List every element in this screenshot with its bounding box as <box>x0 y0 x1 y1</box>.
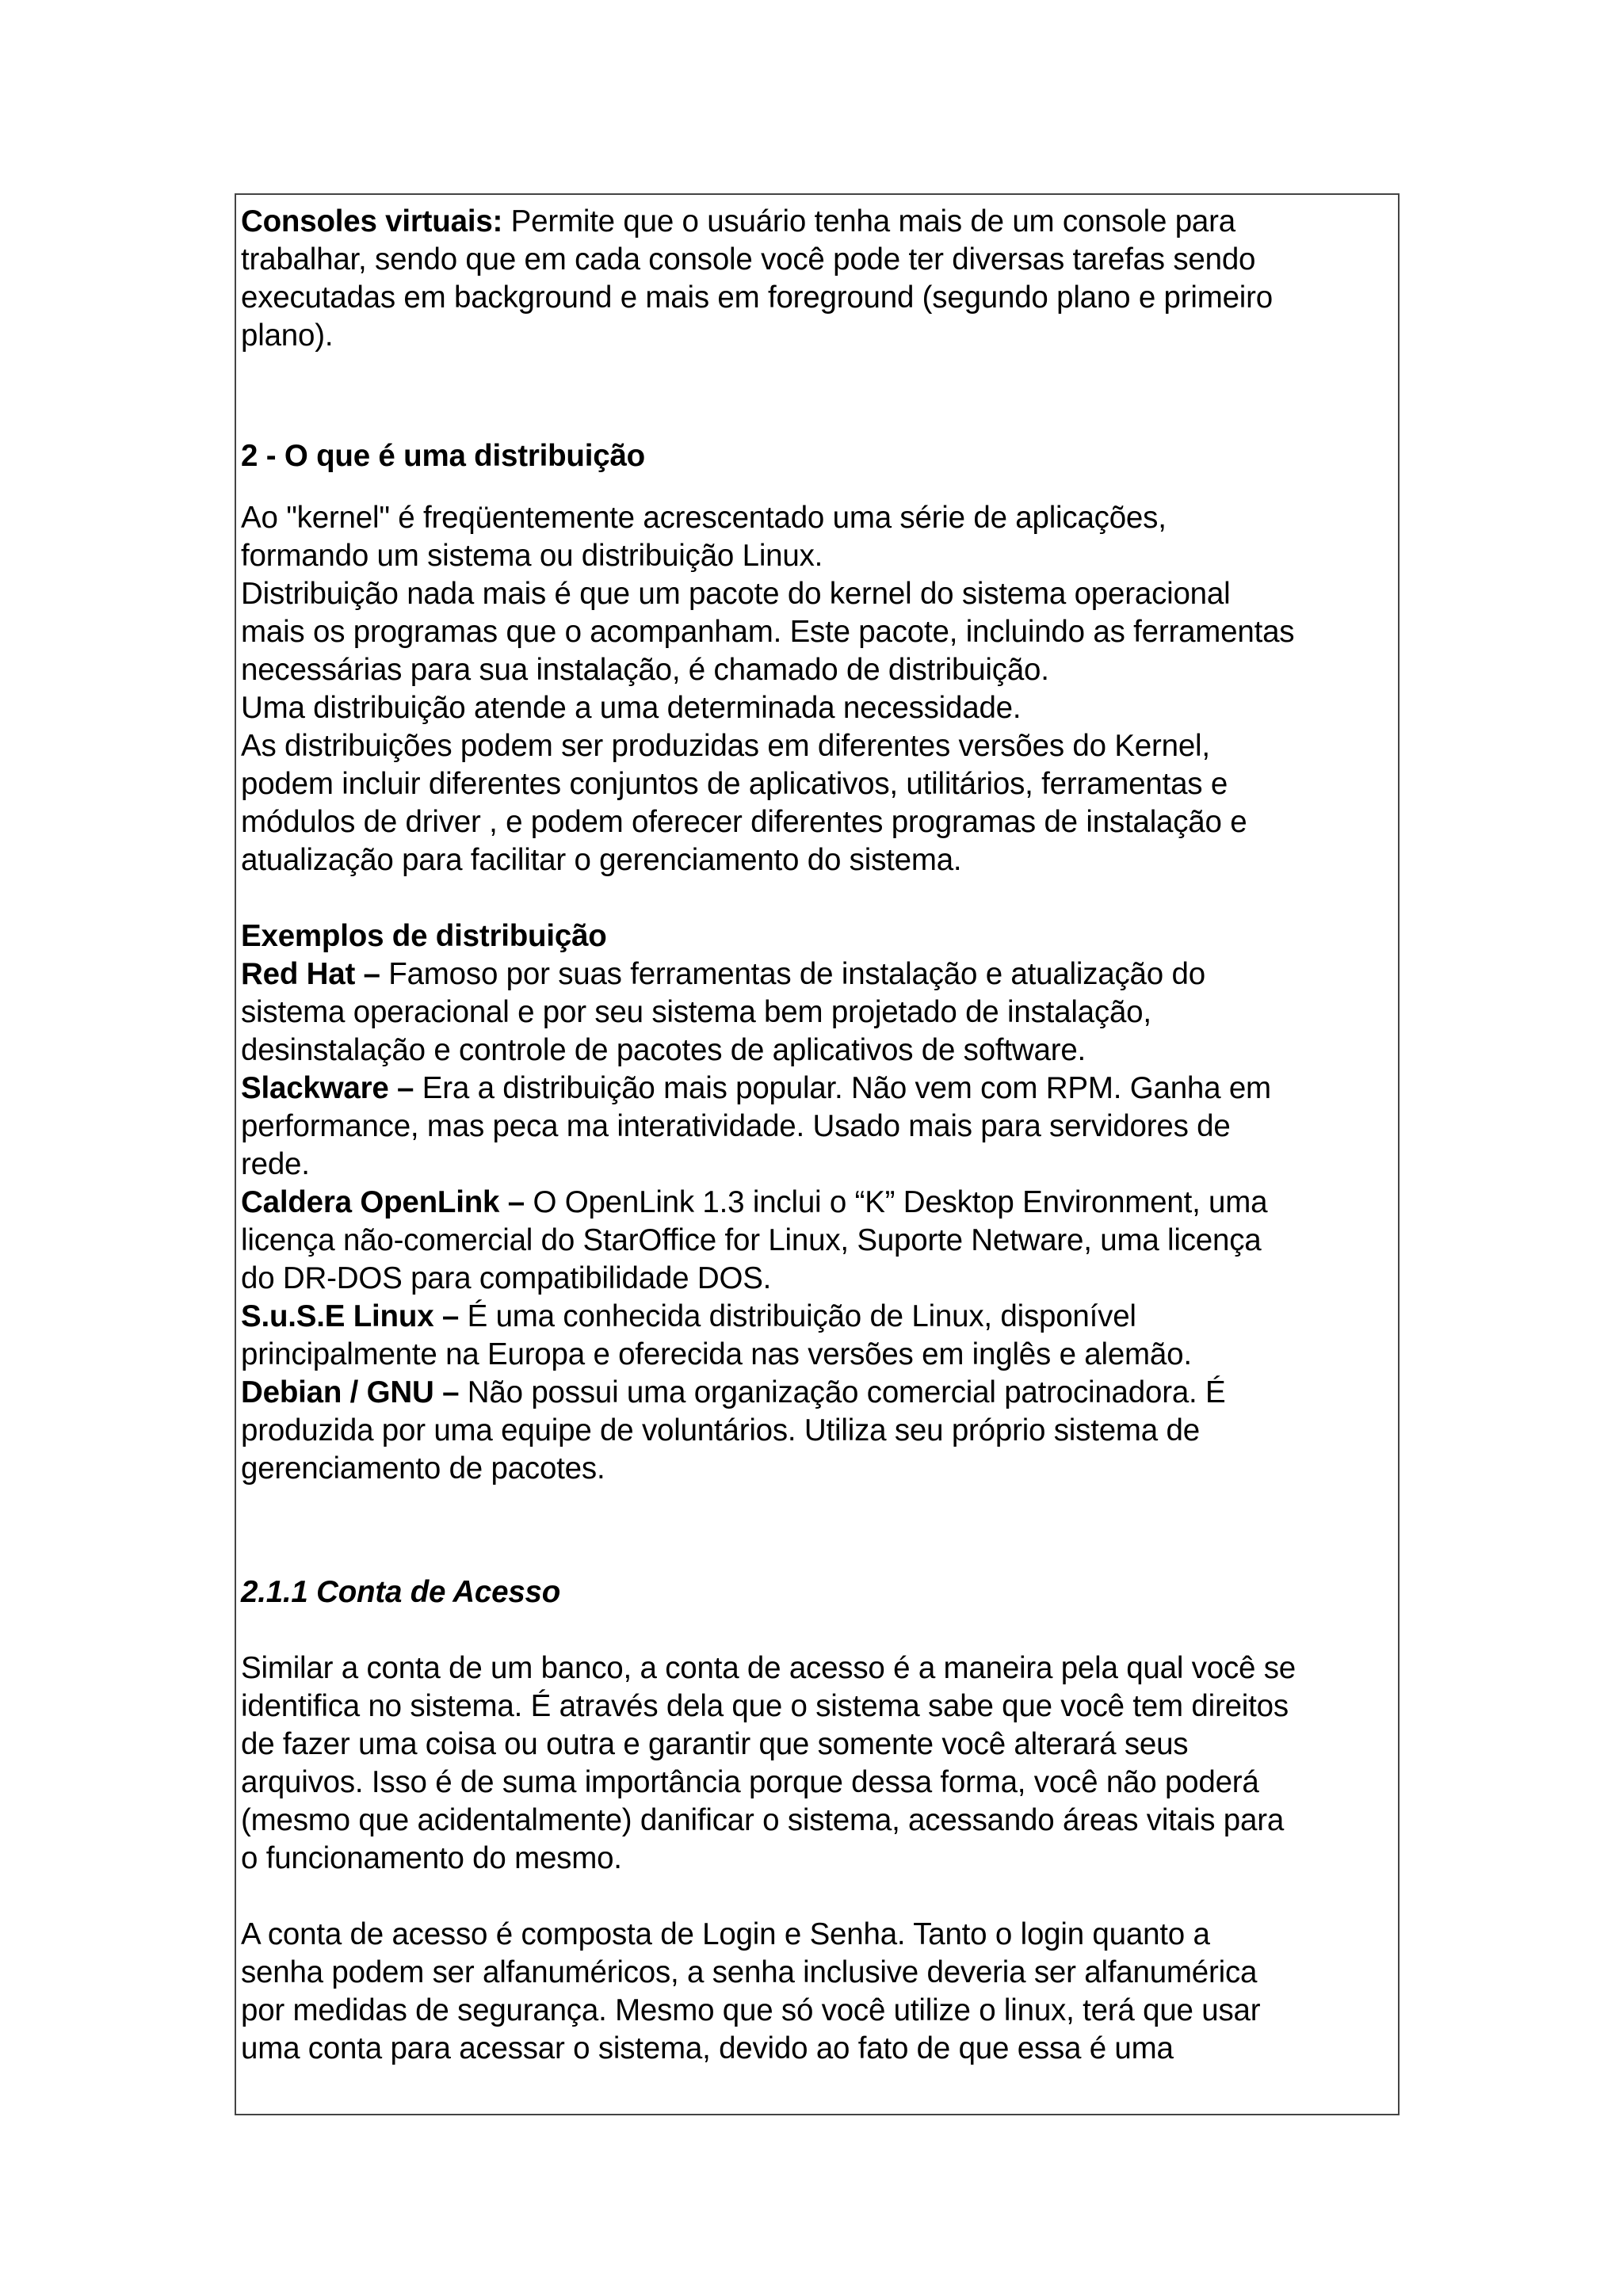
consoles-line-2: trabalhar, sendo que em cada console você pode ter diversas tarefas sendo <box>241 242 1256 277</box>
section-211-p2-line-4: uma conta para acessar o sistema, devido ao fato de que essa é uma <box>241 2031 1174 2065</box>
section-211-p1-line-3: de fazer uma coisa ou outra e garantir que somente você alterará seus <box>241 1727 1189 1761</box>
consoles-line-1 <box>241 203 1396 241</box>
section-211-p2-line-1: A conta de acesso é composta de Login e Senha. Tanto o login quanto a <box>241 1917 1210 1951</box>
section-2-line-6: Uma distribuição atende a uma determinada necessidade. <box>241 691 1022 725</box>
section-2-line-2: formando um sistema ou distribuição Linux. <box>241 539 823 573</box>
suse-text: É uma conhecida distribuição de Linux, disponível <box>459 1299 1136 1333</box>
caldera-text: O OpenLink 1.3 inclui o “K” Desktop Environment, uma <box>524 1185 1268 1219</box>
slackware-line-2: performance, mas peca ma interatividade. Usado mais para servidores de <box>241 1109 1231 1143</box>
section-2-line-10: atualização para facilitar o gerenciamento do sistema. <box>241 843 962 877</box>
section-2-line-9: módulos de driver , e podem oferecer diferentes programas de instalação e <box>241 805 1247 839</box>
debian-line-3: gerenciamento de pacotes. <box>241 1451 605 1486</box>
section-2-line-3: Distribuição nada mais é que um pacote do kernel do sistema operacional <box>241 577 1231 611</box>
section-2-heading: 2 - O que é uma distribuição <box>241 439 645 473</box>
section-211-p1-line-2: identifica no sistema. É através dela que o sistema sabe que você tem direitos <box>241 1689 1289 1723</box>
spacer <box>241 1878 1396 1916</box>
redhat-line-3: desinstalação e controle de pacotes de aplicativos de software. <box>241 1033 1086 1067</box>
examples-title: Exemplos de distribuição <box>241 919 607 953</box>
caldera-line-1 <box>241 1184 1396 1222</box>
section-211-p2-line-3: por medidas de segurança. Mesmo que só você utilize o linux, terá que usar <box>241 1993 1261 2027</box>
section-211-p1-line-1: Similar a conta de um banco, a conta de acesso é a maneira pela qual você se <box>241 1651 1296 1685</box>
debian-line-2: produzida por uma equipe de voluntários. Utiliza seu próprio sistema de <box>241 1413 1200 1447</box>
consoles-text: Permite que o usuário tenha mais de um console para <box>502 204 1235 238</box>
section-2-line-5: necessárias para sua instalação, é chamado de distribuição. <box>241 653 1049 687</box>
caldera-line-3: do DR-DOS para compatibilidade DOS. <box>241 1261 772 1295</box>
redhat-text: Famoso por suas ferramentas de instalação e atualização do <box>380 957 1205 991</box>
suse-line-1 <box>241 1298 1396 1336</box>
consoles-line-3: executadas em background e mais em foreground (segundo plano e primeiro <box>241 280 1273 315</box>
section-211-p1-line-5: (mesmo que acidentalmente) danificar o sistema, acessando áreas vitais para <box>241 1803 1285 1837</box>
slackware-name: Slackware – <box>241 1071 414 1105</box>
section-211-p1-line-6: o funcionamento do mesmo. <box>241 1841 622 1875</box>
spacer <box>241 355 1396 437</box>
section-2-line-7: As distribuições podem ser produzidas em diferentes versões do Kernel, <box>241 729 1210 763</box>
consoles-title: Consoles virtuais: <box>241 204 503 238</box>
redhat-line-1 <box>241 955 1396 994</box>
slackware-line-1 <box>241 1070 1396 1108</box>
redhat-line-2: sistema operacional e por seu sistema bem projetado de instalação, <box>241 995 1151 1029</box>
section-2-line-4: mais os programas que o acompanham. Este pacote, incluindo as ferramentas <box>241 615 1295 649</box>
suse-line-2: principalmente na Europa e oferecida nas versões em inglês e alemão. <box>241 1337 1192 1371</box>
debian-line-1 <box>241 1374 1396 1412</box>
section-2-line-8: podem incluir diferentes conjuntos de aplicativos, utilitários, ferramentas e <box>241 767 1228 801</box>
suse-name: S.u.S.E Linux – <box>241 1299 460 1333</box>
redhat-name: Red Hat – <box>241 957 380 991</box>
section-2-line-1: Ao "kernel" é freqüentemente acrescentado uma série de aplicações, <box>241 501 1167 535</box>
spacer <box>241 1488 1396 1573</box>
page-content <box>241 203 1396 2068</box>
spacer <box>241 879 1396 917</box>
slackware-text: Era a distribuição mais popular. Não vem com RPM. Ganha em <box>414 1071 1271 1105</box>
caldera-name: Caldera OpenLink – <box>241 1185 525 1219</box>
consoles-line-4: plano). <box>241 318 334 353</box>
debian-name: Debian / GNU – <box>241 1375 460 1409</box>
debian-text: Não possui uma organização comercial patrocinadora. É <box>459 1375 1226 1409</box>
section-211-heading: 2.1.1 Conta de Acesso <box>241 1575 561 1609</box>
slackware-line-3: rede. <box>241 1147 310 1181</box>
section-211-p1-line-4: arquivos. Isso é de suma importância porque dessa forma, você não poderá <box>241 1765 1259 1799</box>
section-211-p2-line-2: senha podem ser alfanuméricos, a senha inclusive deveria ser alfanumérica <box>241 1955 1258 1989</box>
caldera-line-2: licença não-comercial do StarOffice for Linux, Suporte Netware, uma licença <box>241 1223 1262 1257</box>
page-frame <box>235 193 1400 2115</box>
